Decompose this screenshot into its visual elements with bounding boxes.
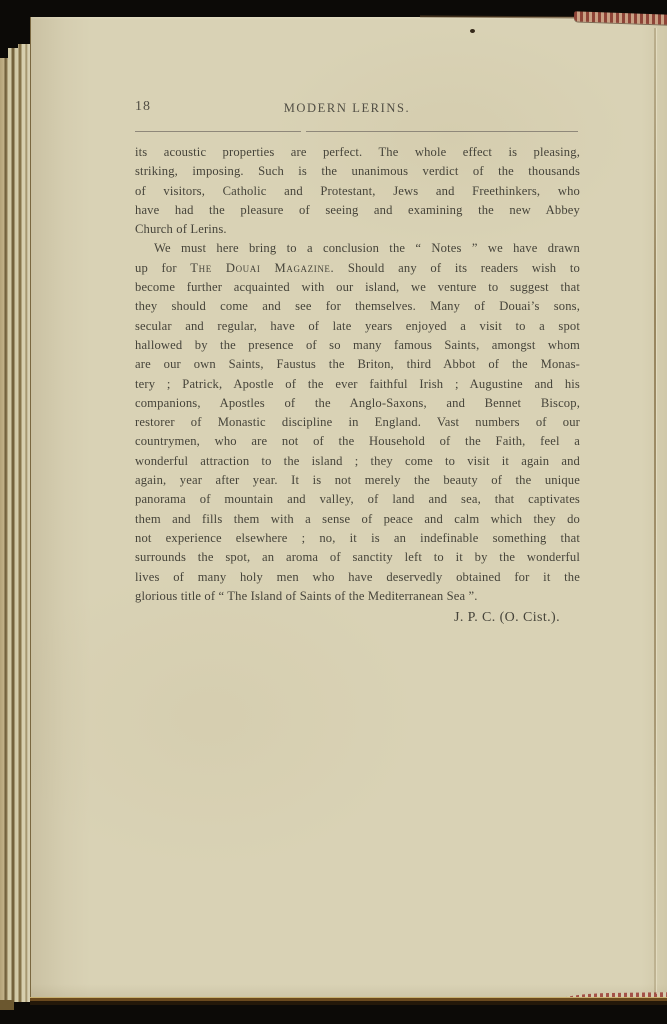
text-line: wonderful attraction to the island ; they come to visit it again and (135, 453, 580, 468)
text-line: We must here bring to a conclusion the “ Notes ” we have drawn (154, 241, 580, 256)
page-number: 18 (135, 99, 151, 114)
text-line: hallowed by the presence of so many famous Saints, amongst whom (135, 337, 580, 352)
page-edges (0, 44, 31, 1002)
fore-edge-crease-highlight (656, 28, 657, 994)
text-line: restorer of Monastic discipline in England. Vast numbers of our (135, 415, 580, 430)
text-line (135, 259, 580, 278)
page-edge-step (0, 1000, 14, 1010)
text-segment: Should any of its readers wish to (334, 260, 580, 275)
text-line: glorious title of “ The Island of Saints of the Mediterranean Sea ”. (135, 588, 478, 603)
text-line: secular and regular, have of late years enjoyed a visit to a spot (135, 318, 580, 333)
text-line: of visitors, Catholic and Protestant, Jews and Freethinkers, who (135, 183, 580, 198)
text-segment: up for (135, 260, 191, 275)
text-line: they should come and see for themselves. Many of Douai’s sons, (135, 299, 580, 314)
text-line: countrymen, who are not of the Household of the Faith, feel a (135, 434, 580, 449)
text-line: surrounds the spot, an aroma of sanctity left to it by the wonderful (135, 550, 580, 565)
text-line: again, year after year. It is not merely the beauty of the unique (135, 473, 580, 488)
text-line: not experience elsewhere ; no, it is an indefinable something that (135, 530, 580, 545)
body-text (135, 143, 580, 627)
page-bottom-edge (30, 997, 667, 1005)
text-line: Church of Lerins. (135, 222, 227, 237)
ink-speck (470, 29, 475, 33)
paragraph-2 (135, 239, 580, 606)
text-line: become further acquainted with our island, we venture to suggest that (135, 280, 580, 295)
page-edge-step (8, 38, 18, 48)
header-rule-right (306, 131, 578, 132)
text-line: have had the pleasure of seeing and examining the new Abbey (135, 202, 580, 217)
text-line: them and fills them with a sense of peace and calm which they do (135, 511, 580, 526)
magazine-title: The Douai Magazine. (190, 260, 335, 275)
text-line: are our own Saints, Faustus the Briton, third Abbot of the Monas- (135, 357, 580, 372)
author-signature: J. P. C. (O. Cist.). (453, 610, 560, 626)
text-line: lives of many holy men who have deservedly obtained for it the (135, 569, 580, 584)
header-rule-left (135, 131, 301, 132)
text-line: panorama of mountain and valley, of land and sea, that captivates (135, 492, 580, 507)
page-edge-step (0, 44, 8, 58)
paragraph-1 (135, 143, 580, 239)
text-line: companions, Apostles of the Anglo-Saxons, and Bennet Biscop, (135, 395, 580, 410)
text-line: tery ; Patrick, Apostle of the ever faithful Irish ; Augustine and his (135, 376, 580, 391)
text-line: striking, imposing. Such is the unanimous verdict of the thousands (135, 164, 580, 179)
text-line: its acoustic properties are perfect. The whole effect is pleasing, (135, 145, 580, 159)
running-title: MODERN LERINS. (283, 101, 411, 115)
